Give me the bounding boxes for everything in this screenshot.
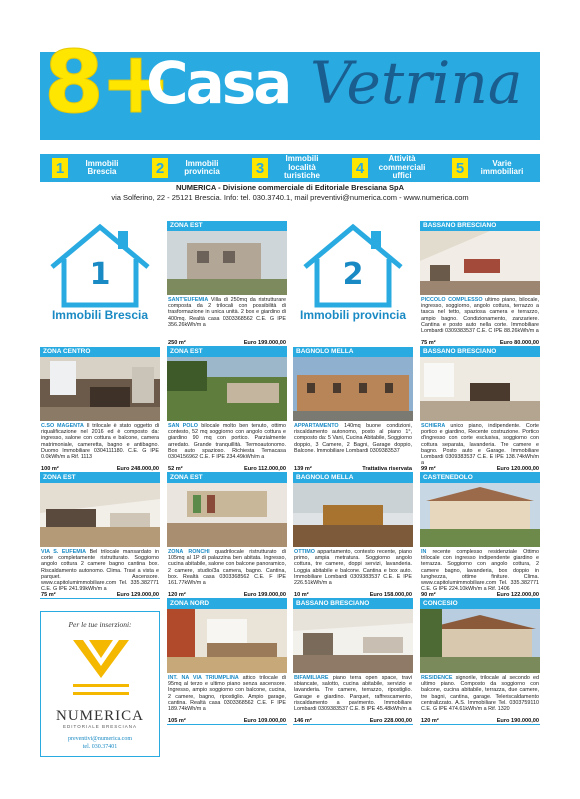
zone-header: ZONA EST	[167, 473, 287, 483]
advert-email[interactable]: preventivi@numerica.com	[67, 736, 132, 742]
category-item	[140, 154, 240, 182]
listing-size: 146 m²	[294, 718, 312, 724]
listing-size: 120 m²	[421, 718, 439, 724]
property-photo	[40, 483, 160, 547]
listing-description: BIFAMILIARE piano terra open space, travi sbiancate, salotto, cucina abitabile, servizio e lavanderia. Tre camere, terrazzo, ripostiglio. Garage e giardino. Parquet, raffrescamento, riscaldamento a pavimento. Immobiliare Lombardi 0309383537 C.E. B IPE 45.48kWh/m a	[294, 675, 413, 713]
listing-price: Euro 109.000,00	[243, 718, 286, 724]
advert-title: Per le tue inserzioni:	[68, 620, 132, 629]
category-item	[340, 154, 440, 182]
listing-description: SANT'EUFEMIA Villa di 250mq da ristrutturare composta da 2 trilocali con possibilità di trasformazione in unica unità. 2 box e giardino di 400mq. Realtà casa 0303368562 C.E. G IPE 356.26kWh/m a	[168, 297, 287, 328]
zone-header: BASSANO BRESCIANO	[293, 599, 413, 609]
category-number: 1	[52, 158, 68, 178]
column-2	[167, 221, 287, 725]
listing-size: 75 m²	[421, 340, 436, 346]
listing-price: Euro 120.000,00	[496, 466, 539, 472]
listing-card[interactable]	[420, 599, 540, 725]
listing-description: IN recente complesso residenziale Ottimo trilocale con ingresso indipendente giardino e terrazza. Soggiorno con angolo cottura, 2 camere bagno, lavanderia, box doppio in lunghezza, ottime finiture. Clima. www.capitolumimmobiliare.com Tel. 335.382771 C.E. G IPE 224.10kWh/m a Rif. 1406	[421, 549, 540, 591]
listing-meta	[167, 717, 287, 725]
listing-description: APPARTAMENTO 140mq buone condizioni, riscaldamento autonomo, posto al piano 1°, composto da: 5 Vani, Cucina Abitabile, Soggiorno doppio, 3 Camere, 2 Bagni, Garage doppio, Balcone. Immobiliare Lombardi 0309383537	[294, 423, 412, 454]
listing-price: Euro 129.000,00	[116, 592, 159, 598]
listing-title: OTTIMO	[294, 549, 315, 555]
listing-description: RESIDENCE signorile, trilocale al secondo ed ultimo piano. Composto da soggiorno con balcone, cucina abitabile, terrazza, due camere, tre bagni, cantina, garage. Teleriscaldamento centralizzato. A.S. Immobiliare Tel. 0303759110 C.E. G IPE 474.61kWh/m a Rif. 1320	[421, 675, 539, 713]
zone-header: BAGNOLO MELLA	[293, 473, 413, 483]
listing-title: BIFAMILIARE	[294, 675, 329, 681]
listing-meta	[420, 339, 540, 347]
property-photo	[293, 609, 413, 673]
category-item	[40, 154, 140, 182]
listing-title: ZONA RONCHI	[168, 549, 210, 555]
zone-header: ZONA EST	[167, 347, 287, 357]
category-label: Immobili località turistiche	[283, 154, 320, 181]
listing-price: Euro 248.000,00	[116, 466, 159, 472]
listing-description: C.SO MAGENTA Il trilocale è stato oggetto di riqualificazione nel 2016 ed è composto da: ingresso, salone con cottura e balcone, camera matrimoniale, cameretta, bagno e antibagno. Duomo Immobiliare 0304111180. C.E. G IPE 0.0kWh/m a Rif. 1113	[41, 423, 160, 461]
listing-size: 52 m²	[168, 466, 183, 472]
listing-title: IN	[421, 549, 427, 555]
listing-title: INT. NA VIA TRIUMPLINA	[168, 675, 239, 681]
property-photo	[167, 357, 287, 421]
listing-price: Euro 112.000,00	[244, 466, 286, 472]
column-4	[420, 221, 540, 725]
category-label: Varie immobiliari	[480, 158, 524, 176]
advert-contact	[41, 736, 159, 751]
listing-price: Euro 199.000,00	[243, 592, 286, 598]
publisher-contact: via Solferino, 22 - 25121 Brescia. Info: tel. 030.3740.1, mail preventivi@numerica.com - www.numerica.com	[111, 193, 469, 202]
listing-title: APPARTAMENTO	[294, 423, 339, 429]
listing-card[interactable]	[167, 347, 287, 473]
column-1	[40, 221, 160, 757]
listing-card[interactable]	[420, 473, 540, 599]
logo-number: 8+	[44, 33, 168, 133]
listing-description: OTTIMO appartamento, contesto recente, piano primo, ampia metratura. Soggiorno angolo cottura, tre camere, doppi servizi, lavanderia. Loggia abitabile e balcone. Cantina e box auto. Immobiliare Lombardi 0309383537 C.E. E IPE 226.51kWh/m a	[294, 549, 412, 587]
listing-card[interactable]	[293, 599, 413, 725]
listing-meta	[167, 591, 287, 599]
listing-card[interactable]	[293, 347, 413, 473]
property-photo	[420, 483, 540, 547]
listing-description: PICCOLO COMPLESSO ultimo piano, bilocale, ingresso, soggiorno, angolo cottura, terrazzo a tasca nel tetto, spaziosa camera e terrazzo, ampio bagno. Condizionamento, zanzariere. Cantina e posto auto nella corte. Immobiliare Lombardi 0309383537 C.E. C IPE 88.26kWh/m a	[421, 297, 540, 335]
section-label: Immobili provincia	[299, 308, 407, 322]
property-photo	[167, 231, 287, 295]
listing-description: ZONA RONCHI quadrilocale ristrutturato di 105mq al 1P di palazzina ben abitata. Ingresso, cucina abitabile, salone con balcone panoramico, 2 camere, studio/3a camera, bagno. Cantina, box. Realtà casa 0303368562 C.E. F IPE 161.77kWh/m a	[168, 549, 286, 587]
property-photo	[420, 609, 540, 673]
listing-title: SANT'EUFEMIA	[168, 297, 209, 303]
section-label: Immobili Brescia	[51, 308, 149, 322]
logo-vetrina: Vetrina	[310, 49, 523, 117]
listing-title: C.SO MAGENTA	[41, 423, 84, 429]
advert-subtitle: EDITORIALE BRESCIANA	[63, 724, 137, 729]
listing-price: Euro 158.000,00	[369, 592, 412, 598]
section-provincia	[293, 221, 413, 347]
numerica-logo-icon	[73, 640, 129, 704]
category-label: Attività commerciali uffici	[378, 154, 426, 181]
property-photo	[167, 609, 287, 673]
listing-card[interactable]	[293, 473, 413, 599]
listing-meta	[293, 591, 413, 599]
category-label: Immobili provincia	[184, 158, 220, 176]
listing-price: Euro 190.000,00	[496, 718, 539, 724]
publisher-info	[0, 183, 580, 203]
listing-description: SCHIERA unico piano, indipendente. Corte portico e giardino, Recente costruzione. Portico d'ingresso con corte esclusiva, soggiorno con cottura separata, lavanderia. Tre camere e bagno. Posto auto e Garage. Immobiliare Lombardi 0309383537 C.E. E IPE 138.74kWh/m a	[421, 423, 540, 465]
section-brescia	[40, 221, 160, 347]
listing-size: 100 m²	[41, 466, 59, 472]
advert-phone: tel. 030.37401	[82, 743, 118, 750]
listing-size: 105 m²	[168, 718, 186, 724]
listing-price: Trattativa riservata	[362, 466, 412, 472]
zone-header: ZONA NORD	[167, 599, 287, 609]
listing-title: RESIDENCE	[421, 675, 453, 681]
zone-header: BAGNOLO MELLA	[293, 347, 413, 357]
listing-meta	[293, 465, 413, 473]
publisher-name: NUMERICA - Divisione commerciale di Editoriale Bresciana SpA	[175, 183, 405, 192]
listing-description: SAN POLO bilocale molto ben tenuto, ottimo contesto, 52 mq soggiorno con angolo cottura e giardino 90 mq con portico. Parzialmente arredato. Grande tranquillità. Termoautonomo. Box auto spazioso. Richiesta Temacasa 0304156962 C.E. F IPE 234.49kWh/m a	[168, 423, 287, 461]
logo-casa: Casa	[146, 49, 290, 117]
zone-header: ZONA CENTRO	[40, 347, 160, 357]
listing-card[interactable]	[420, 347, 540, 473]
listing-size: 120 m²	[168, 592, 186, 598]
listing-price: Euro 122.000,00	[496, 592, 539, 598]
category-number: 5	[452, 158, 468, 178]
listing-meta	[420, 717, 540, 725]
category-label: Immobili Brescia	[85, 158, 119, 176]
listing-card[interactable]	[40, 473, 160, 599]
listing-size: 139 m²	[294, 466, 312, 472]
listing-card[interactable]	[420, 221, 540, 347]
property-photo	[293, 357, 413, 421]
category-item	[240, 154, 340, 182]
property-photo	[420, 231, 540, 295]
listing-card[interactable]	[167, 473, 287, 599]
listing-meta	[167, 339, 287, 347]
listing-card[interactable]	[40, 347, 160, 473]
zone-header: ZONA EST	[40, 473, 160, 483]
listings-grid	[40, 221, 540, 781]
listing-meta	[293, 717, 413, 725]
listing-meta	[420, 465, 540, 473]
property-photo	[167, 483, 287, 547]
category-number: 3	[252, 158, 268, 178]
zone-header: CASTENEDOLO	[420, 473, 540, 483]
listing-price: Euro 228.000,00	[369, 718, 412, 724]
property-photo	[40, 357, 160, 421]
category-number: 2	[152, 158, 168, 178]
listing-card[interactable]	[167, 599, 287, 725]
listing-price: Euro 80.000,00	[499, 340, 539, 346]
listing-card[interactable]	[167, 221, 287, 347]
property-photo	[293, 483, 413, 547]
listing-meta	[40, 465, 160, 473]
category-bar	[40, 154, 540, 182]
category-number: 4	[352, 158, 368, 178]
numerica-advert[interactable]	[40, 611, 160, 757]
zone-header: BASSANO BRESCIANO	[420, 221, 540, 231]
listing-size: 75 m²	[41, 592, 56, 598]
listing-meta	[167, 465, 287, 473]
listing-meta	[420, 591, 540, 599]
property-photo	[420, 357, 540, 421]
advert-brand: NUMERICA	[55, 708, 144, 724]
zone-header: CONCESIO	[420, 599, 540, 609]
listing-size: 99 m²	[421, 466, 436, 472]
listing-size: 10 m²	[294, 592, 309, 598]
zone-header: ZONA EST	[167, 221, 287, 231]
category-item	[440, 154, 540, 182]
zone-header: BASSANO BRESCIANO	[420, 347, 540, 357]
listing-description: VIA S. EUFEMIA Bel trilocale mansardato in corte completamente ristrutturato. Soggiorno angolo cottura 2 camere bagno cantina box. Riscaldamento autonomo. Clima. Travi a vista e parquet. Ascensore. www.capitolumimmobiliare.com Tel. 335.382771 C.E. G IPE 241.99kWh/m a	[41, 549, 159, 591]
section-number: 1	[89, 257, 111, 292]
listing-size: 250 m²	[168, 340, 186, 346]
section-number: 2	[342, 257, 364, 292]
listing-price: Euro 199.000,00	[243, 340, 286, 346]
listing-title: SAN POLO	[168, 423, 198, 429]
listing-title: PICCOLO COMPLESSO	[421, 297, 483, 303]
page-header	[0, 0, 580, 202]
listing-meta	[40, 591, 160, 599]
column-3	[293, 221, 413, 725]
listing-title: VIA S. EUFEMIA	[41, 549, 87, 555]
listing-title: SCHIERA	[421, 423, 446, 429]
listing-description: INT. NA VIA TRIUMPLINA attico trilocale di 95mq al terzo e ultimo piano senza ascensore. Ingresso, ampio soggiorno con balcone, cucina, 2 camere, bagno, ripostiglio. Ampio garage, cantina. Realtà casa 0303368562 C.E. F IPE 189.74kWh/m a	[168, 675, 286, 713]
listing-size: 90 m²	[421, 592, 436, 598]
